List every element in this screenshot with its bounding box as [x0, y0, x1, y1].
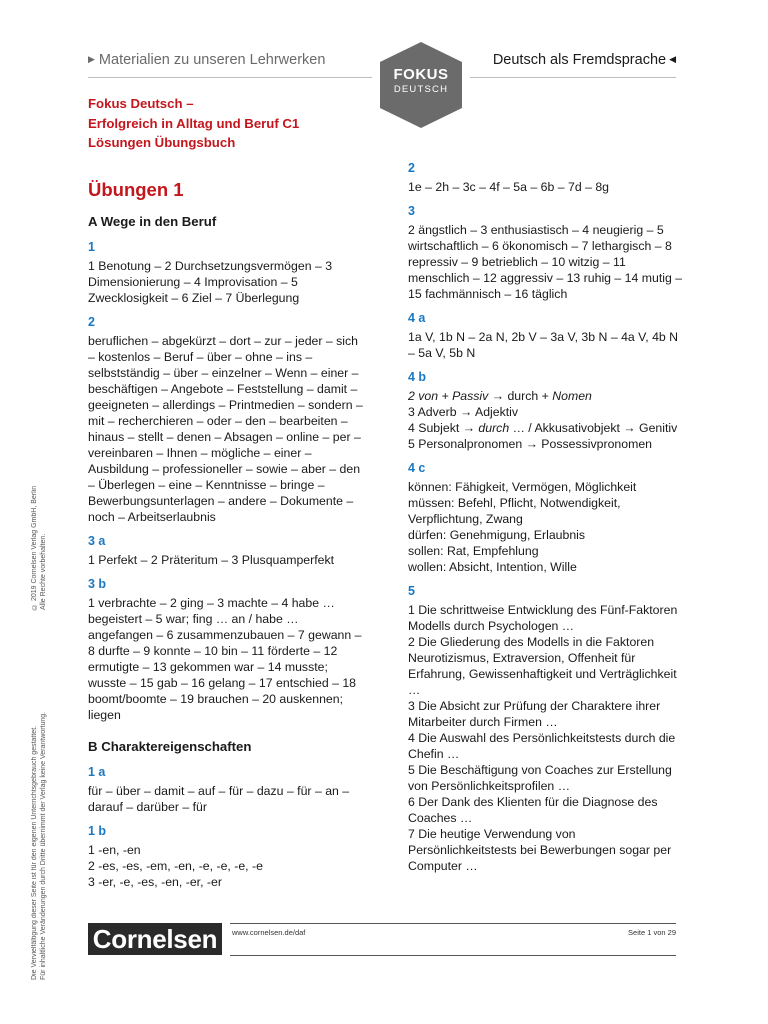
answer-line: 3 Adverb → Adjektiv: [408, 405, 519, 419]
answer-line: müssen: Befehl, Pflicht, Notwendigkeit, Verpflichtung, Zwang: [408, 496, 621, 526]
exercise-number: 1: [88, 240, 95, 254]
heading-b: B Charaktereigenschaften: [88, 739, 252, 754]
exercise-number: 1 a: [88, 765, 106, 779]
exercise-answer: 1 Benotung – 2 Durchsetzungsvermögen – 3 Dimensionierung – 4 Improvisation – 5 Zwecklosigkeit – 6 Ziel – 7 Überlegung: [88, 259, 333, 305]
footer-divider-bottom: [230, 955, 676, 956]
answer-line: 1 Die schrittweise Entwicklung des Fünf-Faktoren Modells durch Psychologen …: [408, 603, 678, 633]
answer-line: 5 Die Beschäftigung von Coaches zur Erstellung von Persönlichkeitsprofilen …: [408, 763, 672, 793]
footer-divider-top: [230, 923, 676, 924]
exercise-answer: für – über – damit – auf – für – dazu – für – an – darauf – darüber – für: [88, 784, 350, 814]
answer-line: 3 -er, -e, -es, -en, -er, -er: [88, 875, 222, 889]
answer-line: sollen: Rat, Empfehlung: [408, 544, 539, 558]
title-line-2: Erfolgreich in Alltag und Beruf C1: [88, 115, 300, 131]
title-line-1: Fokus Deutsch –: [88, 96, 194, 111]
section-title: Übungen 1: [88, 179, 184, 200]
answer-line: dürfen: Genehmigung, Erlaubnis: [408, 528, 586, 542]
answer-line: 2 -es, -es, -em, -en, -e, -e, -e, -e: [88, 859, 263, 873]
heading-a: A Wege in den Beruf: [88, 214, 217, 229]
exercise-answer: [408, 602, 686, 874]
answer-line: können: Fähigkeit, Vermögen, Möglichkeit: [408, 480, 637, 494]
exercise-number: 2: [408, 161, 415, 175]
reproduction-note: Die Vervielfältigung dieser Seite ist für den eigenen Unterrichtsgebrauch gestattet. Für inhaltliche Veränderungen durch Dritte übernimmt der Verlag keine Verantwortung.: [31, 711, 47, 980]
answer-line: 3 Die Absicht zur Prüfung der Charaktere ihrer Mitarbeiter durch Firmen …: [408, 699, 661, 729]
exercise-answer: 1 Perfekt – 2 Präteritum – 3 Plusquamperfekt: [88, 553, 335, 567]
answer-line: 2 Die Gliederung des Modells in die Faktoren Neurotizismus, Extraversion, Offenheit für Erfahrung, Gewissenhaftigkeit und Verträglichkeit …: [408, 635, 677, 697]
answer-line: 1 -en, -en: [88, 843, 141, 857]
right-column: [408, 160, 686, 882]
exercise-number: 4 b: [408, 370, 427, 384]
exercise-answer: [408, 388, 686, 452]
header-divider-left: [88, 77, 372, 78]
exercise-number: 4 a: [408, 311, 426, 325]
answer-line: 6 Der Dank des Klienten für die Diagnose des Coaches …: [408, 795, 658, 825]
logo-text-fokus: FOKUS: [393, 66, 449, 83]
caret-left-icon: ◀: [669, 54, 676, 64]
exercise-answer: 1 verbrachte – 2 ging – 3 machte – 4 habe … begeistert – 5 war; fing … an / habe … angefangen – 6 zusammenzubauen – 7 gewann – 8 durfte – 9 konnte – 10 bin – 11 förderte – 12 ermutigte – 13 gekommen war – 14 musste; wusste – 15 gab – 16 gelang – 17 entschied – 18 boomt/boomte – 19 brauchen – 20 auskennen; liegen: [88, 596, 362, 722]
exercise-answer: [408, 479, 686, 575]
caret-right-icon: ▶: [88, 54, 95, 64]
answer-line: 5 Personalpronomen → Possessivpronomen: [408, 437, 653, 451]
answer-line: wollen: Absicht, Intention, Wille: [408, 560, 577, 574]
exercise-answer: 2 ängstlich – 3 enthusiastisch – 4 neugierig – 5 wirtschaftlich – 6 ökonomisch – 7 lethargisch – 8 repressiv – 9 betrieblich – 10 witzig – 11 menschlich – 12 aggressiv – 13 ruhig – 14 mutig – 15 fachmännisch – 16 täglich: [408, 223, 683, 301]
exercise-number: 1 b: [88, 824, 107, 838]
exercise-answer: [88, 842, 363, 890]
exercise-number: 3 a: [88, 534, 106, 548]
exercise-answer: 1e – 2h – 3c – 4f – 5a – 6b – 7d – 8g: [408, 180, 610, 194]
document-title: [88, 94, 299, 153]
header-divider-right: [470, 77, 676, 78]
header-left-label: ▶ Materialien zu unseren Lehrwerken: [88, 52, 326, 68]
footer-url[interactable]: www.cornelsen.de/daf: [232, 928, 306, 937]
exercise-number: 3 b: [88, 577, 107, 591]
page-number: Seite 1 von 29: [628, 928, 676, 937]
header-right-label: Deutsch als Fremdsprache ◀: [492, 52, 676, 68]
exercise-number: 3: [408, 204, 415, 218]
exercise-number: 2: [88, 315, 95, 329]
answer-line: 4 Die Auswahl des Persönlichkeitstests durch die Chefin …: [408, 731, 676, 761]
logo-text-deutsch: DEUTSCH: [393, 84, 449, 95]
exercise-number: 4 c: [408, 461, 426, 475]
exercise-number: 5: [408, 584, 415, 598]
answer-line: 7 Die heutige Verwendung von Persönlichkeitstests bei Bewerbungen sogar per Computer …: [408, 827, 672, 873]
answer-line: 2 von + Passiv → durch + Nomen: [408, 389, 592, 403]
left-column: [88, 214, 363, 898]
exercise-answer: 1a V, 1b N – 2a N, 2b V – 3a V, 3b N – 4a V, 4b N – 5a V, 5b N: [408, 330, 679, 360]
answer-line: 4 Subjekt → durch … / Akkusativobjekt → Genitiv: [408, 421, 678, 435]
title-line-3: Lösungen Übungsbuch: [88, 135, 236, 150]
cornelsen-logo: Cornelsen: [88, 923, 222, 955]
exercise-answer: beruflichen – abgekürzt – dort – zur – jeder – sich – kostenlos – Beruf – über – ohne – ins – selbstständig – über – einzelner – Wenn – einer – beschäftigen – Angebote – Feststellung – damit – geeigneten – allerdings – Printmedien – sondern – mit – recherchieren – oder – den – bearbeiten – hinaus – stellt – denen – Absagen – online – per – vereinbaren – Ihnen – mögliche – einer – Ausbildung – professioneller – sowie – aber – den – Überlegen – eine – Kenntnisse – bringe – Bewerbungsunterlagen – andere – Dokumente – noch – Arbeitserlaubnis: [88, 334, 363, 524]
copyright-note: © 2019 Cornelsen Verlag GmbH, Berlin Alle Rechte vorbehalten.: [31, 485, 47, 610]
